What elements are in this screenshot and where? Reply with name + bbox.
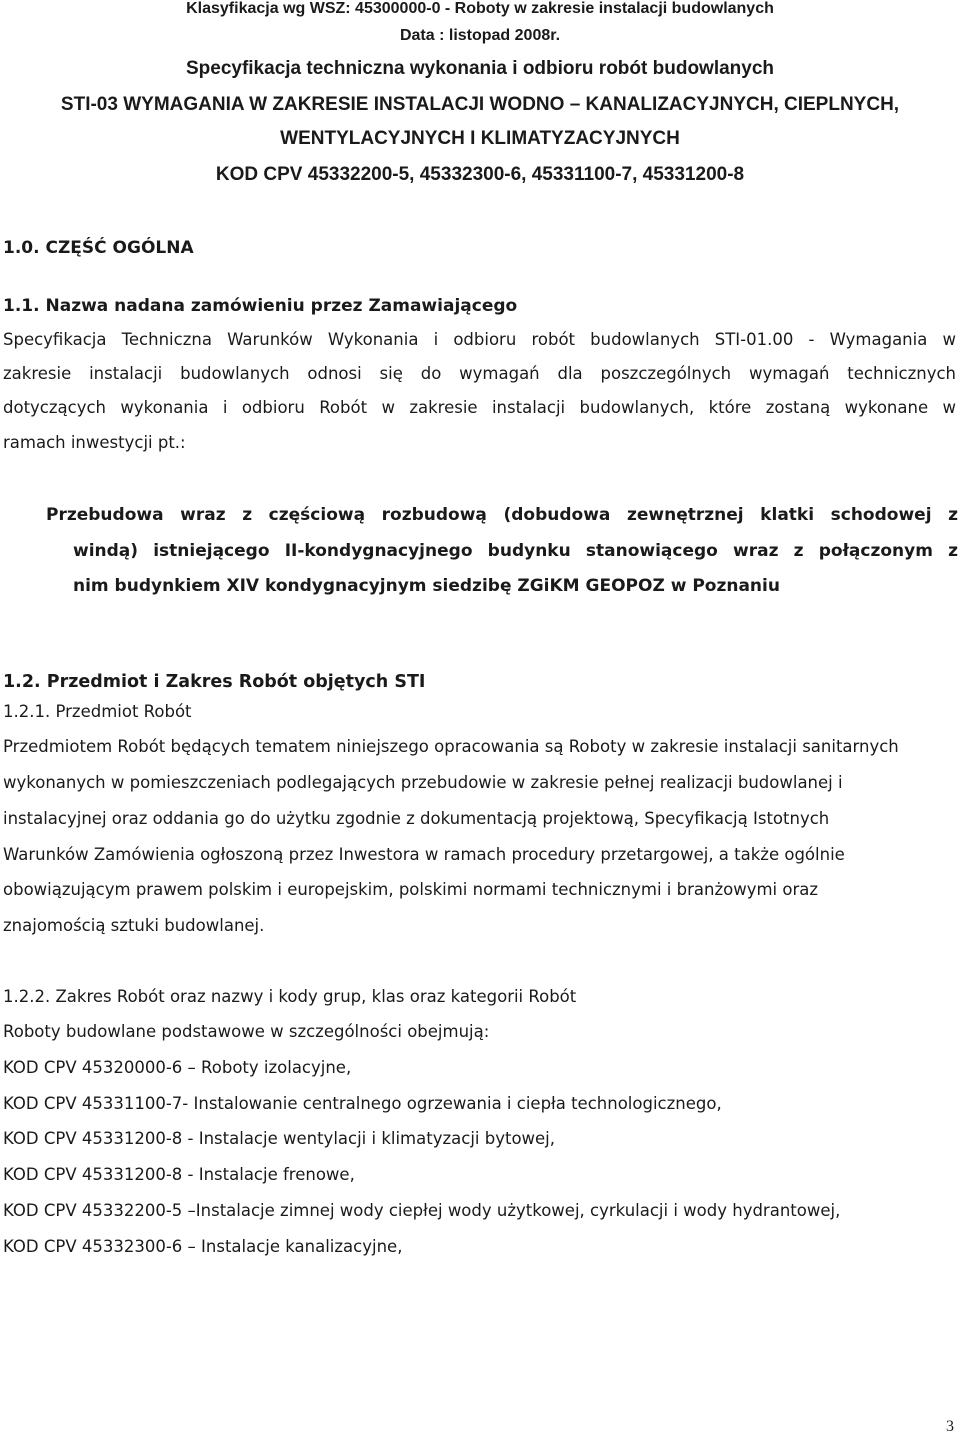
paragraph-line: znajomością sztuki budowlanej. [3, 916, 265, 935]
page-number: 3 [946, 1418, 954, 1435]
section-heading-1-2: 1.2. Przedmiot i Zakres Robót objętych STI [3, 672, 426, 692]
paragraph-line: dotyczących wykonania i odbioru Robót w zakresie instalacji budowlanych, które zostaną wykonane w [3, 398, 956, 417]
section-heading-1-1: 1.1. Nazwa nadana zamówieniu przez Zamawiającego [3, 296, 518, 316]
section-heading-1-0: 1.0. CZĘŚĆ OGÓLNA [3, 238, 194, 258]
cpv-list-item: KOD CPV 45331100-7- Instalowanie centralnego ogrzewania i ciepła technologicznego, [3, 1094, 722, 1113]
subsection-heading-1-2-1: 1.2.1. Przedmiot Robót [3, 702, 192, 721]
spec-title-sti: STI-03 WYMAGANIA W ZAKRESIE INSTALACJI WODNO – KANALIZACYJNYCH, CIEPLNYCH, [60, 94, 900, 115]
paragraph-line: zakresie instalacji budowlanych odnosi się do wymagań dla poszczególnych wymagań technicznych [3, 364, 956, 383]
subsection-heading-1-2-2: 1.2.2. Zakres Robót oraz nazwy i kody grup, klas oraz kategorii Robót [3, 987, 577, 1006]
paragraph-line: Przedmiotem Robót będących tematem niniejszego opracowania są Roboty w zakresie instalacji sanitarnych [3, 737, 899, 756]
paragraph-line: obowiązującym prawem polskim i europejskim, polskimi normami technicznymi i branżowymi oraz [3, 880, 819, 899]
cpv-list-item: KOD CPV 45320000-6 – Roboty izolacyjne, [3, 1058, 352, 1077]
paragraph-line: instalacyjnej oraz oddania go do użytku zgodnie z dokumentacją projektową, Specyfikacją Istotnych [3, 809, 830, 828]
paragraph-line: Warunków Zamówienia ogłoszoną przez Inwestora w ramach procedury przetargowej, a także ogólnie [3, 845, 845, 864]
paragraph-line: wykonanych w pomieszczeniach podlegających przebudowie w zakresie pełnej realizacji budowlanej i [3, 773, 843, 792]
cpv-list-item: KOD CPV 45332200-5 –Instalacje zimnej wody ciepłej wody użytkowej, cyrkulacji i wody hydrantowej, [3, 1201, 841, 1220]
spec-cpv-codes: KOD CPV 45332200-5, 45332300-6, 45331100-7, 45331200-8 [215, 164, 745, 185]
cpv-list-item: KOD CPV 45331200-8 - Instalacje wentylacji i klimatyzacji bytowej, [3, 1129, 556, 1148]
cpv-list-item: KOD CPV 45331200-8 - Instalacje frenowe, [3, 1165, 355, 1184]
spec-title: Specyfikacja techniczna wykonania i odbioru robót budowlanych [185, 58, 775, 79]
project-title-line: windą) istniejącego II-kondygnacyjnego budynku stanowiącego wraz z połączonym z [73, 541, 958, 561]
paragraph-line: Specyfikacja Techniczna Warunków Wykonania i odbioru robót budowlanych STI-01.00 - Wymagania w [3, 330, 956, 349]
paragraph-line: ramach inwestycji pt.: [3, 433, 186, 452]
spec-title-cont: WENTYLACYJNYCH I KLIMATYZACYJNYCH [280, 128, 680, 149]
project-title-line: Przebudowa wraz z częściową rozbudową (dobudowa zewnętrznej klatki schodowej z [46, 505, 958, 525]
classification-line: Klasyfikacja wg WSZ: 45300000-0 - Roboty w zakresie instalacji budowlanych [186, 0, 774, 17]
date-line: Data : listopad 2008r. [399, 27, 561, 44]
cpv-list-item: KOD CPV 45332300-6 – Instalacje kanalizacyjne, [3, 1237, 403, 1256]
project-title-line: nim budynkiem XIV kondygnacyjnym siedzibę ZGiKM GEOPOZ w Poznaniu [73, 576, 780, 596]
paragraph-line: Roboty budowlane podstawowe w szczególności obejmują: [3, 1022, 490, 1041]
